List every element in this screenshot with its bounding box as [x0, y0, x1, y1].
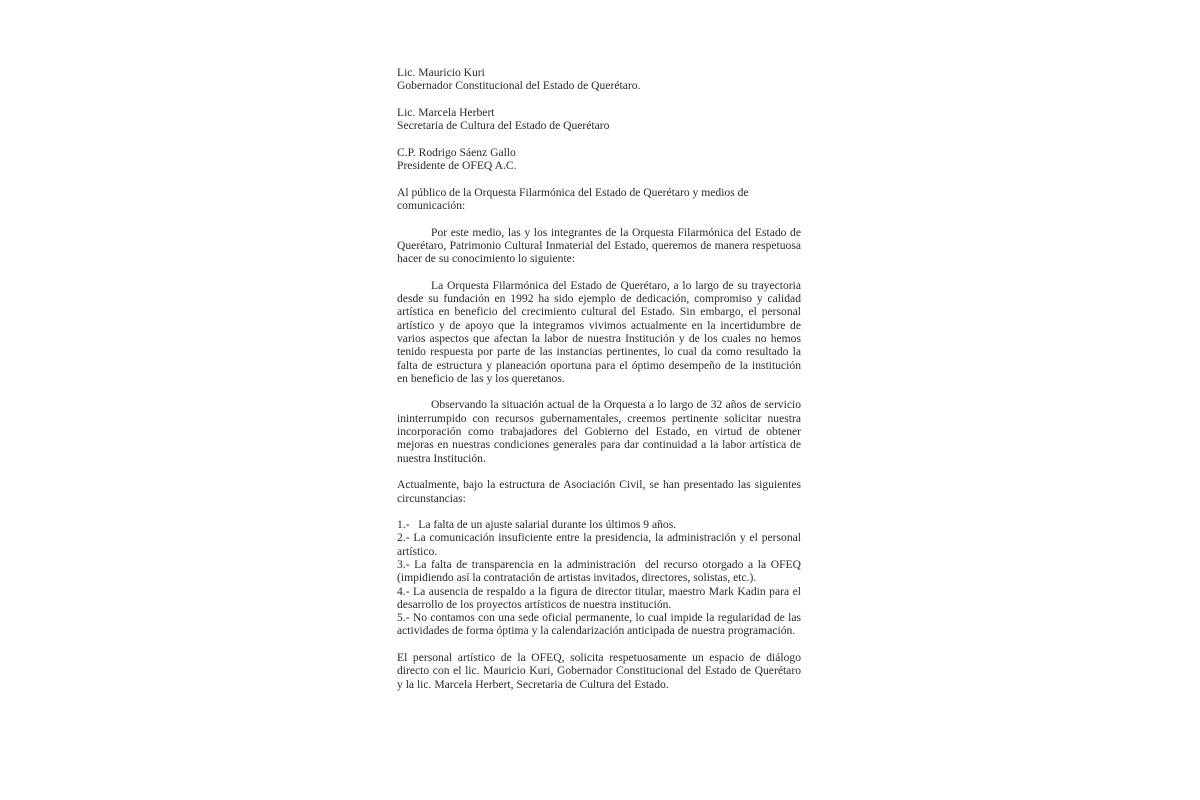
- recipient-block: [397, 66, 801, 93]
- circumstances-intro-text: Actualmente, bajo la estructura de Asociación Civil, se han presentado las siguientes circunstancias:: [397, 478, 801, 505]
- letter-page: [397, 66, 804, 704]
- list-item: 4.- La ausencia de respaldo a la figura de director titular, maestro Mark Kadin para el desarrollo de los proyectos artísticos de nuestra institución.: [397, 584, 801, 611]
- circumstances-intro-paragraph: [397, 478, 801, 505]
- salutation-text: Al público de la Orquesta Filarmónica del Estado de Querétaro y medios de comunicación:: [397, 185, 749, 212]
- recipient-name: Lic. Mauricio Kuri: [397, 66, 485, 79]
- circumstances-list: [397, 518, 804, 638]
- list-item: 2.- La comunicación insuficiente entre la presidencia, la administración y el personal artístico.: [397, 531, 801, 558]
- closing-paragraph: [397, 651, 801, 691]
- list-item: 1.- La falta de un ajuste salarial durante los últimos 9 años.: [397, 518, 677, 532]
- request-text: Observando la situación actual de la Orquesta a lo largo de 32 años de servicio ininterrumpido con recursos gubernamentales, creemos pertinente solicitar nuestra incorporación como trabajadores del Gobierno del Estado, en virtud de obtener mejoras en nuestras condiciones generales para dar continuidad a la labor artística de nuestra Institución.: [397, 398, 801, 465]
- intro-paragraph: [397, 226, 801, 266]
- recipient-name: Lic. Marcela Herbert: [397, 105, 495, 119]
- history-text: La Orquesta Filarmónica del Estado de Querétaro, a lo largo de su trayectoria desde su fundación en 1992 ha sido ejemplo de dedicación, compromiso y calidad artística en beneficio del crecimiento cultural del Estado. Sin embargo, el personal artístico y de apoyo que la integramos vivimos actualmente en la incertidumbre de varios aspectos que afectan la labor de nuestra Institución y de los cuales no hemos tenido respuesta por parte de las instancias pertinentes, lo cual da como resultado la falta de estructura y planeación oportuna para el óptimo desempeño de la institución en beneficio de las y los queretanos.: [397, 278, 801, 385]
- recipient-block: [397, 146, 801, 173]
- request-paragraph: [397, 398, 801, 464]
- history-paragraph: [397, 279, 801, 385]
- list-item: 3.- La falta de transparencia en la administración del recurso otorgado a la OFEQ (impidiendo así la contratación de artistas invitados, directores, solistas, etc.).: [397, 557, 804, 585]
- intro-text: Por este medio, las y los integrantes de la Orquesta Filarmónica del Estado de Querétaro, Patrimonio Cultural Inmaterial del Estado, queremos de manera respetuosa hacer de su conocimiento lo siguiente:: [397, 225, 801, 266]
- recipient-name: C.P. Rodrigo Sáenz Gallo: [397, 145, 516, 159]
- list-item: 5.- No contamos con una sede oficial permanente, lo cual impide la regularidad de las actividades de forma óptima y la calendarización anticipada de nuestra programación.: [397, 611, 801, 638]
- recipient-title: Gobernador Constitucional del Estado de Querétaro.: [397, 79, 641, 93]
- recipient-block: [397, 106, 801, 133]
- recipient-title: Secretaria de Cultura del Estado de Querétaro: [397, 119, 610, 133]
- salutation: [397, 186, 801, 213]
- closing-text: El personal artístico de la OFEQ, solicita respetuosamente un espacio de diálogo directo con el lic. Mauricio Kuri, Gobernador Constitucional del Estado de Querétaro y la lic. Marcela Herbert, Secretaria de Cultura del Estado.: [397, 651, 801, 691]
- recipient-title: Presidente de OFEQ A.C.: [397, 159, 517, 173]
